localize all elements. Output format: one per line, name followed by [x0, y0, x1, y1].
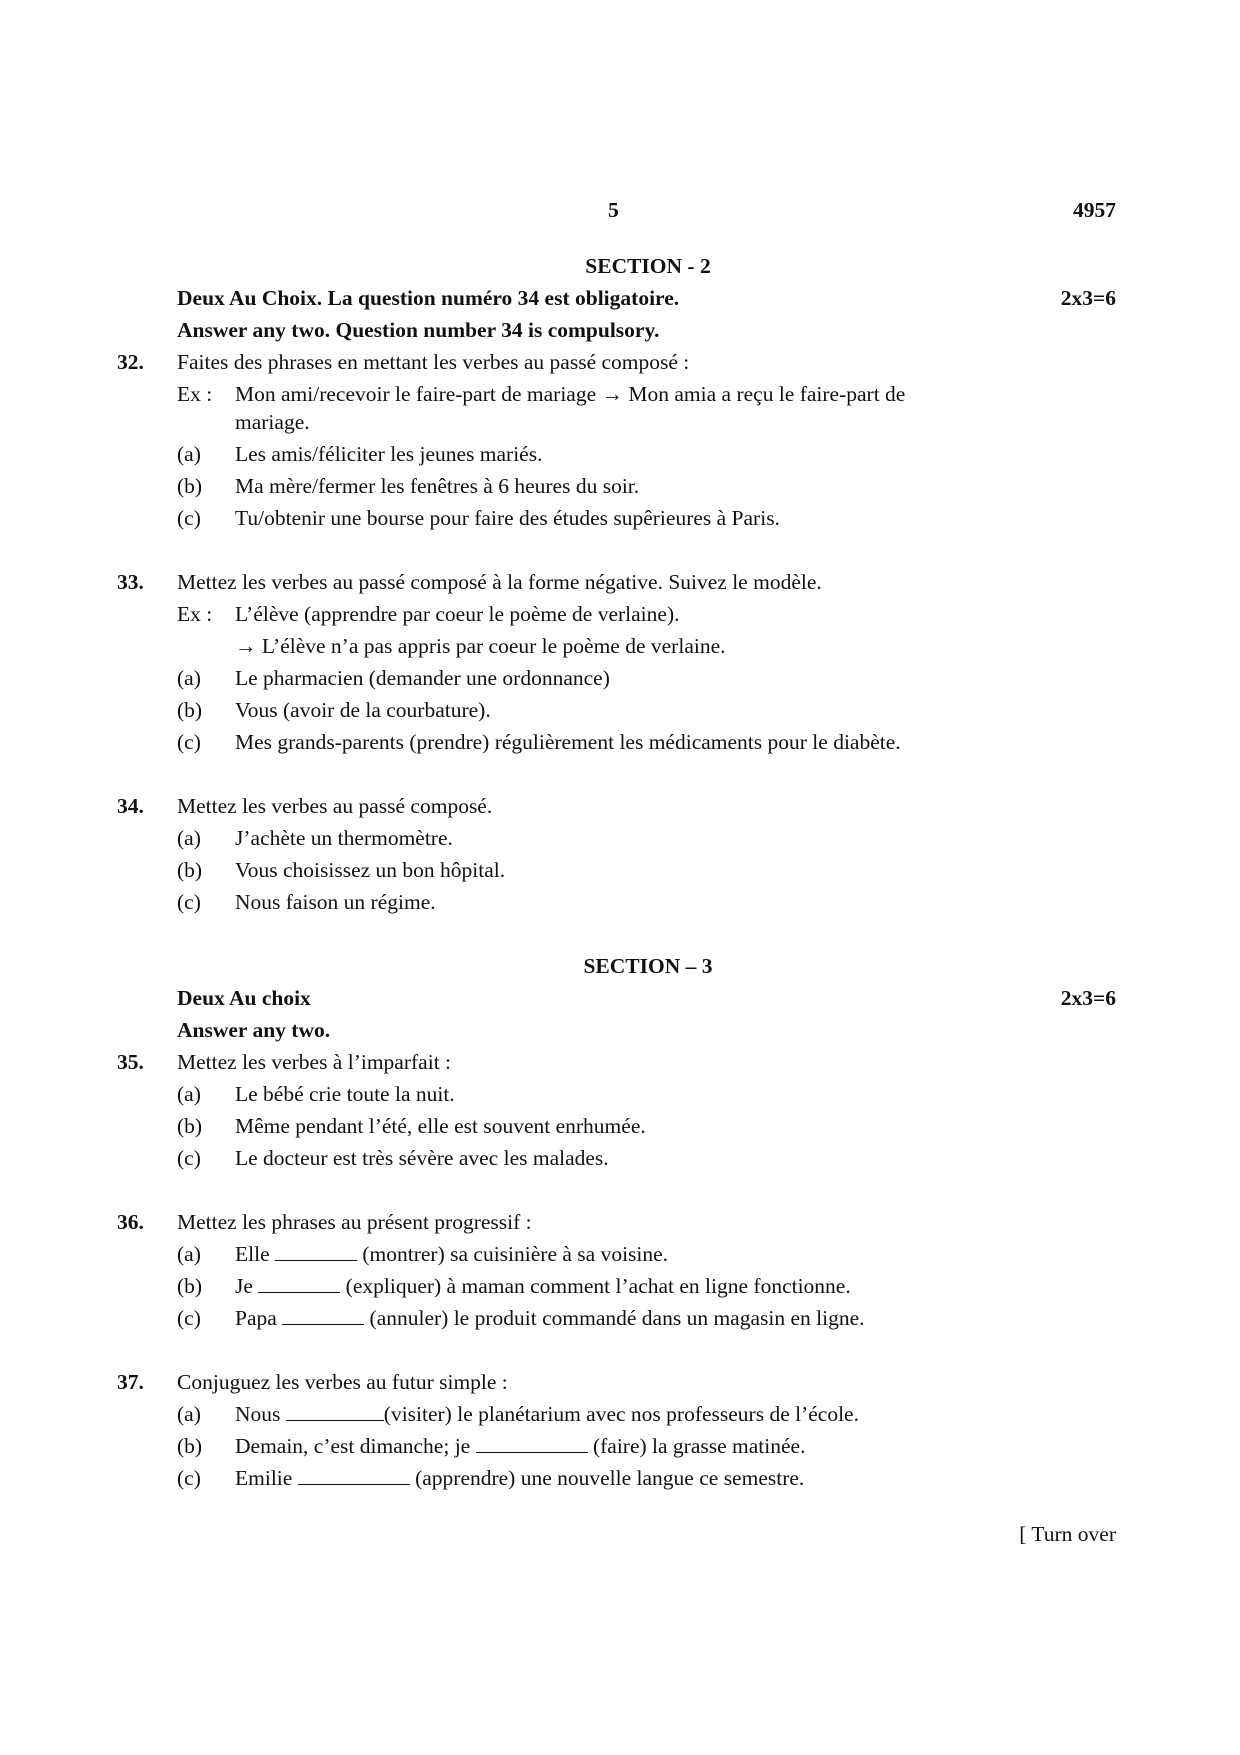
item-text: Même pendant l’été, elle est souvent enrhumée.: [235, 1114, 646, 1138]
section-3-instruction-en-row: [0, 1014, 1240, 1046]
section-2-instruction-row: [0, 282, 1240, 314]
answer-blank[interactable]: [298, 1462, 410, 1485]
example-text: L’élève (apprendre par coeur le poème de verlaine).: [235, 602, 680, 626]
item-label: (c): [177, 1306, 201, 1330]
fill-in-sentence: [235, 1238, 668, 1270]
list-item: [0, 854, 1240, 886]
item-text: Le pharmacien (demander une ordonnance): [235, 666, 610, 690]
example-row-continued: [0, 630, 1240, 662]
section-2-title: SECTION - 2: [585, 254, 711, 278]
item-label: (c): [177, 730, 201, 754]
item-label: (c): [177, 890, 201, 914]
sentence-end: (visiter) le planétarium avec nos professeurs de l’école.: [383, 1402, 859, 1426]
item-text: Tu/obtenir une bourse pour faire des études supêrieures à Paris.: [235, 506, 780, 530]
list-item: [0, 1302, 1240, 1334]
example-row: [0, 598, 1240, 630]
item-label: (b): [177, 698, 203, 722]
item-label: (b): [177, 1274, 203, 1298]
page-header: [0, 194, 1240, 226]
list-item: [0, 1270, 1240, 1302]
item-text: Vous (avoir de la courbature).: [235, 698, 491, 722]
question-number: 37.: [117, 1370, 144, 1394]
sentence-start: Emilie: [235, 1466, 293, 1490]
question-number: 34.: [117, 794, 144, 818]
fill-in-sentence: [235, 1270, 851, 1302]
list-item: [0, 822, 1240, 854]
item-text: Le bébé crie toute la nuit.: [235, 1082, 455, 1106]
list-item: [0, 1462, 1240, 1494]
example-row-continued: [0, 406, 1240, 438]
question-36: [0, 1206, 1240, 1238]
item-label: (c): [177, 1466, 201, 1490]
list-item: [0, 502, 1240, 534]
question-35: [0, 1046, 1240, 1078]
sentence-start: Je: [235, 1274, 253, 1298]
question-37: [0, 1366, 1240, 1398]
item-label: (b): [177, 1114, 203, 1138]
item-label: (a): [177, 1082, 201, 1106]
item-label: (a): [177, 1242, 201, 1266]
fill-in-sentence: [235, 1430, 805, 1462]
page-footer: [0, 1518, 1240, 1550]
sentence-end: (annuler) le produit commandé dans un magasin en ligne.: [369, 1306, 865, 1330]
section-3-instruction-en: Answer any two.: [177, 1018, 331, 1042]
item-label: (a): [177, 442, 201, 466]
item-text: Nous faison un régime.: [235, 890, 436, 914]
answer-blank[interactable]: [286, 1398, 384, 1421]
example-label: Ex :: [177, 602, 213, 626]
item-label: (c): [177, 506, 201, 530]
list-item: [0, 662, 1240, 694]
turn-over-note: [ Turn over: [1019, 1522, 1116, 1546]
section-2-instruction-en: Answer any two. Question number 34 is compulsory.: [177, 318, 660, 342]
list-item: [0, 886, 1240, 918]
item-text: Le docteur est très sévère avec les malades.: [235, 1146, 609, 1170]
page-number: 5: [608, 198, 619, 222]
list-item: [0, 694, 1240, 726]
item-label: (a): [177, 1402, 201, 1426]
section-2-instruction-fr: Deux Au Choix. La question numéro 34 est obligatoire.: [177, 286, 680, 310]
list-item: [0, 1398, 1240, 1430]
question-text: Mettez les phrases au présent progressif :: [177, 1210, 532, 1234]
question-32: [0, 346, 1240, 378]
section-3-marks: 2x3=6: [1060, 986, 1116, 1010]
answer-blank[interactable]: [275, 1238, 357, 1261]
fill-in-sentence: [235, 1462, 804, 1494]
list-item: [0, 1142, 1240, 1174]
sentence-start: Demain, c’est dimanche; je: [235, 1434, 471, 1458]
question-text: Faites des phrases en mettant les verbes au passé composé :: [177, 350, 690, 374]
sentence-end: (faire) la grasse matinée.: [592, 1434, 806, 1458]
item-label: (b): [177, 1434, 203, 1458]
example-text: Mon ami/recevoir le faire-part de mariage → Mon amia a reçu le faire-part de: [235, 382, 906, 406]
question-text: Mettez les verbes au passé composé.: [177, 794, 493, 818]
item-label: (a): [177, 666, 201, 690]
sentence-end: (expliquer) à maman comment l’achat en ligne fonctionne.: [345, 1274, 851, 1298]
list-item: [0, 438, 1240, 470]
section-3-title: SECTION – 3: [583, 954, 713, 978]
example-text: mariage.: [235, 410, 310, 434]
list-item: [0, 470, 1240, 502]
item-text: Mes grands-parents (prendre) régulièrement les médicaments pour le diabète.: [235, 730, 901, 754]
paper-code: 4957: [1073, 198, 1116, 222]
sentence-start: Papa: [235, 1306, 277, 1330]
question-number: 36.: [117, 1210, 144, 1234]
item-text: Les amis/féliciter les jeunes mariés.: [235, 442, 543, 466]
sentence-end: (montrer) sa cuisinière à sa voisine.: [362, 1242, 669, 1266]
question-text: Conjuguez les verbes au futur simple :: [177, 1370, 508, 1394]
fill-in-sentence: [235, 1398, 859, 1430]
section-3-instruction-row: [0, 982, 1240, 1014]
fill-in-sentence: [235, 1302, 865, 1334]
list-item: [0, 1238, 1240, 1270]
answer-blank[interactable]: [258, 1270, 340, 1293]
answer-blank[interactable]: [476, 1430, 588, 1453]
answer-blank[interactable]: [282, 1302, 364, 1325]
list-item: [0, 726, 1240, 758]
list-item: [0, 1078, 1240, 1110]
sentence-start: Elle: [235, 1242, 270, 1266]
item-text: Vous choisissez un bon hôpital.: [235, 858, 506, 882]
question-number: 33.: [117, 570, 144, 594]
section-3-instruction-fr: Deux Au choix: [177, 986, 311, 1010]
sentence-end: (apprendre) une nouvelle langue ce semestre.: [415, 1466, 805, 1490]
item-text: J’achète un thermomètre.: [235, 826, 453, 850]
example-answer: → L’élève n’a pas appris par coeur le poème de verlaine.: [235, 634, 726, 658]
question-34: [0, 790, 1240, 822]
question-text: Mettez les verbes à l’imparfait :: [177, 1050, 452, 1074]
item-label: (c): [177, 1146, 201, 1170]
list-item: [0, 1110, 1240, 1142]
example-label: Ex :: [177, 382, 213, 406]
list-item: [0, 1430, 1240, 1462]
item-label: (b): [177, 858, 203, 882]
item-label: (a): [177, 826, 201, 850]
item-label: (b): [177, 474, 203, 498]
item-text: Ma mère/fermer les fenêtres à 6 heures du soir.: [235, 474, 640, 498]
section-2-instruction-en-row: [0, 314, 1240, 346]
question-text: Mettez les verbes au passé composé à la forme négative. Suivez le modèle.: [177, 570, 822, 594]
question-number: 32.: [117, 350, 144, 374]
sentence-start: Nous: [235, 1402, 281, 1426]
section-2-marks: 2x3=6: [1060, 286, 1116, 310]
question-number: 35.: [117, 1050, 144, 1074]
question-33: [0, 566, 1240, 598]
